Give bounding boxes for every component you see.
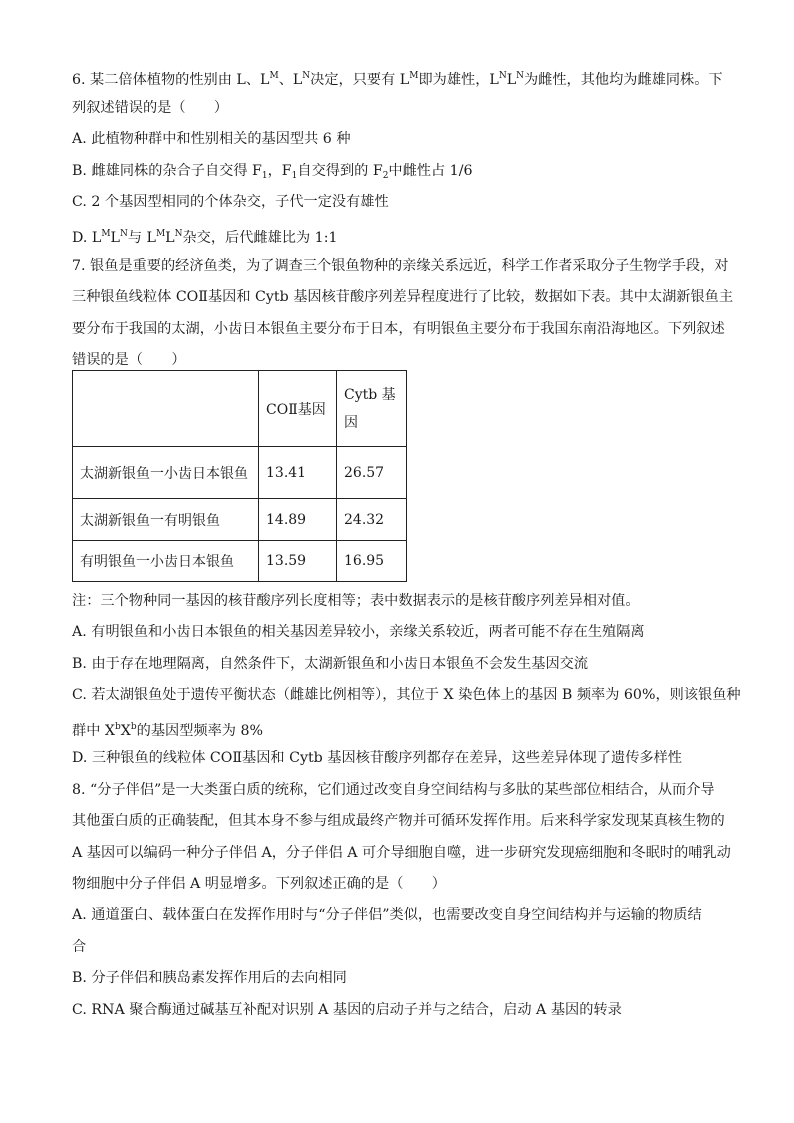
q7-stem-line1: 7. 银鱼是重要的经济鱼类，为了调查三个银鱼物种的亲缘关系远近，科学工作者采取分子生物学手段，对 bbox=[72, 258, 729, 274]
q8-option-c: C. RNA 聚合酶通过碱基互补配对识别 A 基因的启动子并与之结合，启动 A 基因的转录 bbox=[72, 1002, 622, 1018]
q7-table-note: 注：三个物种同一基因的核苷酸序列长度相等；表中数据表示的是核苷酸序列差异相对值。 bbox=[72, 593, 640, 609]
table-cell-cytb: 24.32 bbox=[337, 499, 407, 541]
q7-option-c-line2: 群中 $X^bX^b$的基因型频率为 8% bbox=[72, 722, 263, 739]
q8-option-b: B. 分子伴侣和胰岛素发挥作用后的去向相同 bbox=[72, 970, 347, 986]
table-row bbox=[73, 447, 407, 499]
table-cell-label: 太湖新银鱼一小齿日本银鱼 bbox=[73, 447, 259, 499]
q7-option-c-line1: C. 若太湖银鱼处于遗传平衡状态（雌雄比例相等），其位于 X 染色体上的基因 B 频率为 60%，则该银鱼种 bbox=[72, 687, 741, 703]
table-cell-co2: 13.59 bbox=[259, 541, 337, 582]
table-header-co2: COⅡ基因 bbox=[259, 371, 337, 447]
table-cell-co2: 14.89 bbox=[259, 499, 337, 541]
table-cell-cytb: 26.57 bbox=[337, 447, 407, 499]
table-cell-label: 有明银鱼一小齿日本银鱼 bbox=[73, 541, 259, 582]
table-row bbox=[73, 499, 407, 541]
q8-stem-line3: A 基因可以编码一种分子伴侣 A，分子伴侣 A 可介导细胞自噬，进一步研究发现癌细胞和冬眠时的哺乳动 bbox=[72, 845, 731, 861]
q6-option-a: A. 此植物种群中和性别相关的基因型共 6 种 bbox=[72, 131, 351, 147]
q8-option-a-line1: A. 通道蛋白、载体蛋白在发挥作用时与“分子伴侣”类似，也需要改变自身空间结构并与运输的物质结 bbox=[72, 907, 702, 923]
q8-stem-line2: 其他蛋白质的正确装配，但其本身不参与组成最终产物并可循环发挥作用。后来科学家发现某真核生物的 bbox=[72, 813, 725, 829]
table-header-empty bbox=[73, 371, 259, 447]
q8-option-a-line2: 合 bbox=[72, 939, 87, 955]
q8-stem-line1: 8. “分子伴侣”是一大类蛋白质的统称，它们通过改变自身空间结构与多肽的某些部位相结合，从而介导 bbox=[72, 782, 715, 798]
table-cell-label: 太湖新银鱼一有明银鱼 bbox=[73, 499, 259, 541]
table-header-row bbox=[73, 371, 407, 447]
q6-option-c: C. 2 个基因型相同的个体杂交，子代一定没有雄性 bbox=[72, 194, 389, 210]
q7-stem-line4: 错误的是（ ） bbox=[72, 352, 186, 368]
table-header-cytb: Cytb 基 因 bbox=[337, 371, 407, 447]
q7-stem-line3: 要分布于我国的太湖，小齿日本银鱼主要分布于日本，有明银鱼主要分布于我国东南沿海地区。下列叙述 bbox=[72, 321, 725, 337]
q7-option-b: B. 由于存在地理隔离，自然条件下，太湖新银鱼和小齿日本银鱼不会发生基因交流 bbox=[72, 656, 589, 672]
q6-stem-line1: 6. 某二倍体植物的性别由 L、$L^M$、$L^N$决定，只要有 $L^M$即为雄性，$L^NL^N$为雌性，其他均为雌雄同株。下 bbox=[72, 71, 723, 88]
q6-stem-line2: 列叙述错误的是（ ） bbox=[72, 100, 229, 116]
table-cell-cytb: 16.95 bbox=[337, 541, 407, 582]
q7-data-table bbox=[72, 370, 407, 582]
q6-option-d: D. $L^ML^N$与 $L^ML^N$杂交，后代雌雄比为 1:1 bbox=[72, 229, 338, 246]
q6-option-b: B. 雌雄同株的杂合子自交得 $F_1$，$F_1$自交得到的 $F_2$中雌性占 1/6 bbox=[72, 163, 473, 181]
q7-option-a: A. 有明银鱼和小齿日本银鱼的相关基因差异较小，亲缘关系较近，两者可能不存在生殖隔离 bbox=[72, 624, 645, 640]
q7-option-d: D. 三种银鱼的线粒体 COⅡ基因和 Cytb 基因核苷酸序列都存在差异，这些差异体现了遗传多样性 bbox=[72, 750, 682, 766]
table-cell-co2: 13.41 bbox=[259, 447, 337, 499]
table-row bbox=[73, 541, 407, 582]
q7-stem-line2: 三种银鱼线粒体 COⅡ基因和 Cytb 基因核苷酸序列差异程度进行了比较，数据如下表。其中太湖新银鱼主 bbox=[72, 289, 734, 305]
q8-stem-line4: 物细胞中分子伴侣 A 明显增多。下列叙述正确的是（ ） bbox=[72, 876, 446, 892]
